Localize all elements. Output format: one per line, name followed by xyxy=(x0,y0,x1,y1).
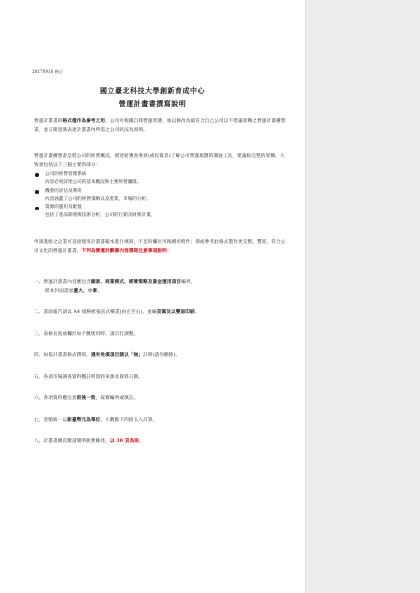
rule-bold-text: 新臺幣元為單位 xyxy=(67,417,101,423)
rule-continuation xyxy=(34,288,292,297)
rule-suffix: 。 xyxy=(139,439,144,444)
bullet-desc: 內容必須詳述公司的基本概況和主要經營團隊。 xyxy=(45,180,142,186)
rule-text: 三、表格長度或欄位如不敷使用時，請自行調整。 xyxy=(34,331,139,337)
rule-text: 紙本封面需加 xyxy=(45,288,74,294)
rule-suffix: 註明(請勿刪除)。 xyxy=(143,353,181,358)
rule-item-3 xyxy=(34,331,292,340)
rule-red-text: 以 30 頁為限 xyxy=(109,439,140,444)
rule-bold-text: 前後一致 xyxy=(76,396,96,401)
rule-suffix: 。 xyxy=(97,288,102,294)
rule-item-7 xyxy=(34,417,292,426)
rule-text: 六、各項資料應注意 xyxy=(34,396,77,401)
rule-item-2 xyxy=(34,309,292,318)
note-text: 申請進駐之企業可直接使用計畫書範本進行填寫，不足的欄位可後續於附件；抑或參考此格式製作更完整、豐富，符合公司文化的營運計畫書， xyxy=(34,240,286,254)
rule-item-4 xyxy=(34,352,292,361)
rule-item-1 xyxy=(34,279,292,296)
bullet-title: 機會的評估及利用 xyxy=(45,188,82,194)
bullet-icon xyxy=(35,173,39,177)
intro-text-rest: ，公司可根據自我營運狀態，加以修改為最符合自己公司以下建議架構之營運計畫構想書，並言簡意賅表達計畫書內所需之公司狀況為原則。 xyxy=(34,119,286,133)
rule-text: 八、計畫書總頁數請簡明扼要陳述， xyxy=(34,439,110,444)
rule-item-6 xyxy=(34,395,292,404)
rule-text: 七、金額統一以 xyxy=(34,417,68,423)
bullet-list xyxy=(34,171,288,221)
list-item xyxy=(34,204,288,221)
document-title: 營運計畫書撰寫說明 xyxy=(118,99,187,108)
bullet-desc: 內容涵蓋了公司的經營策略以及產業，市場的分析。 xyxy=(45,196,151,202)
rule-bold-text: 頁碼及以雙面印刷 xyxy=(156,310,195,315)
rule-suffix: 編列， xyxy=(181,280,196,285)
list-item xyxy=(34,188,288,205)
rule-bold-text: 蓋大、小章 xyxy=(73,288,98,294)
rule-suffix: 。 xyxy=(194,310,200,315)
bullet-desc: 包括了產品開發與技術分析，公司的行銷及財務計畫。 xyxy=(45,213,156,219)
note-paragraph xyxy=(34,239,288,256)
rule-bold-text: 願景、商業模式、經營策略及資金運用項目 xyxy=(90,280,182,285)
comment-pane xyxy=(305,0,420,593)
bullet-icon xyxy=(35,190,39,194)
document-title-org: 國立臺北科技大學創新育成中心 xyxy=(100,86,205,95)
rule-suffix: ，小數點下四捨五入計算。 xyxy=(100,417,158,423)
rule-bold-text: 遇有免填項目請以「無」 xyxy=(90,353,144,358)
list-item xyxy=(34,171,288,188)
bullet-title: 公司的經營管理系統 xyxy=(45,172,87,177)
bullet-title: 資源的運用及配置 xyxy=(45,205,82,211)
rule-text: 五、各項市場調查資料應註明資料來源及資料日期。 xyxy=(34,374,144,380)
rules-list xyxy=(34,279,292,460)
bullet-icon xyxy=(35,207,39,211)
summary-paragraph: 營運計畫構想書是將公司的經營概況，描述給審查委員(或投資者)了解公司營運規劃的溝通工具，建議較完整的架構，大致須包括以下三個主要的部分： xyxy=(34,154,285,168)
rule-item-5 xyxy=(34,374,292,383)
rule-text: 二、書面報告請以 A4 規格紙張直式橫書(由左至右)，並編 xyxy=(34,310,157,315)
intro-text: 營運計畫書的 xyxy=(34,119,63,124)
rule-text: 一、營運計畫書內容應包含 xyxy=(34,280,91,285)
intro-paragraph xyxy=(34,118,288,135)
rule-suffix: ，按實編列或填註。 xyxy=(95,396,139,401)
rule-item-8 xyxy=(34,438,292,447)
revision-date: 20170916 修正 xyxy=(32,69,64,74)
note-red-text: 下列為營運計劃書內容撰寫注意事項說明： xyxy=(81,248,172,254)
intro-bold-text: 格式僅作為參考之用 xyxy=(62,119,106,124)
rule-text: 四、如依計畫書格式撰寫， xyxy=(34,353,91,358)
